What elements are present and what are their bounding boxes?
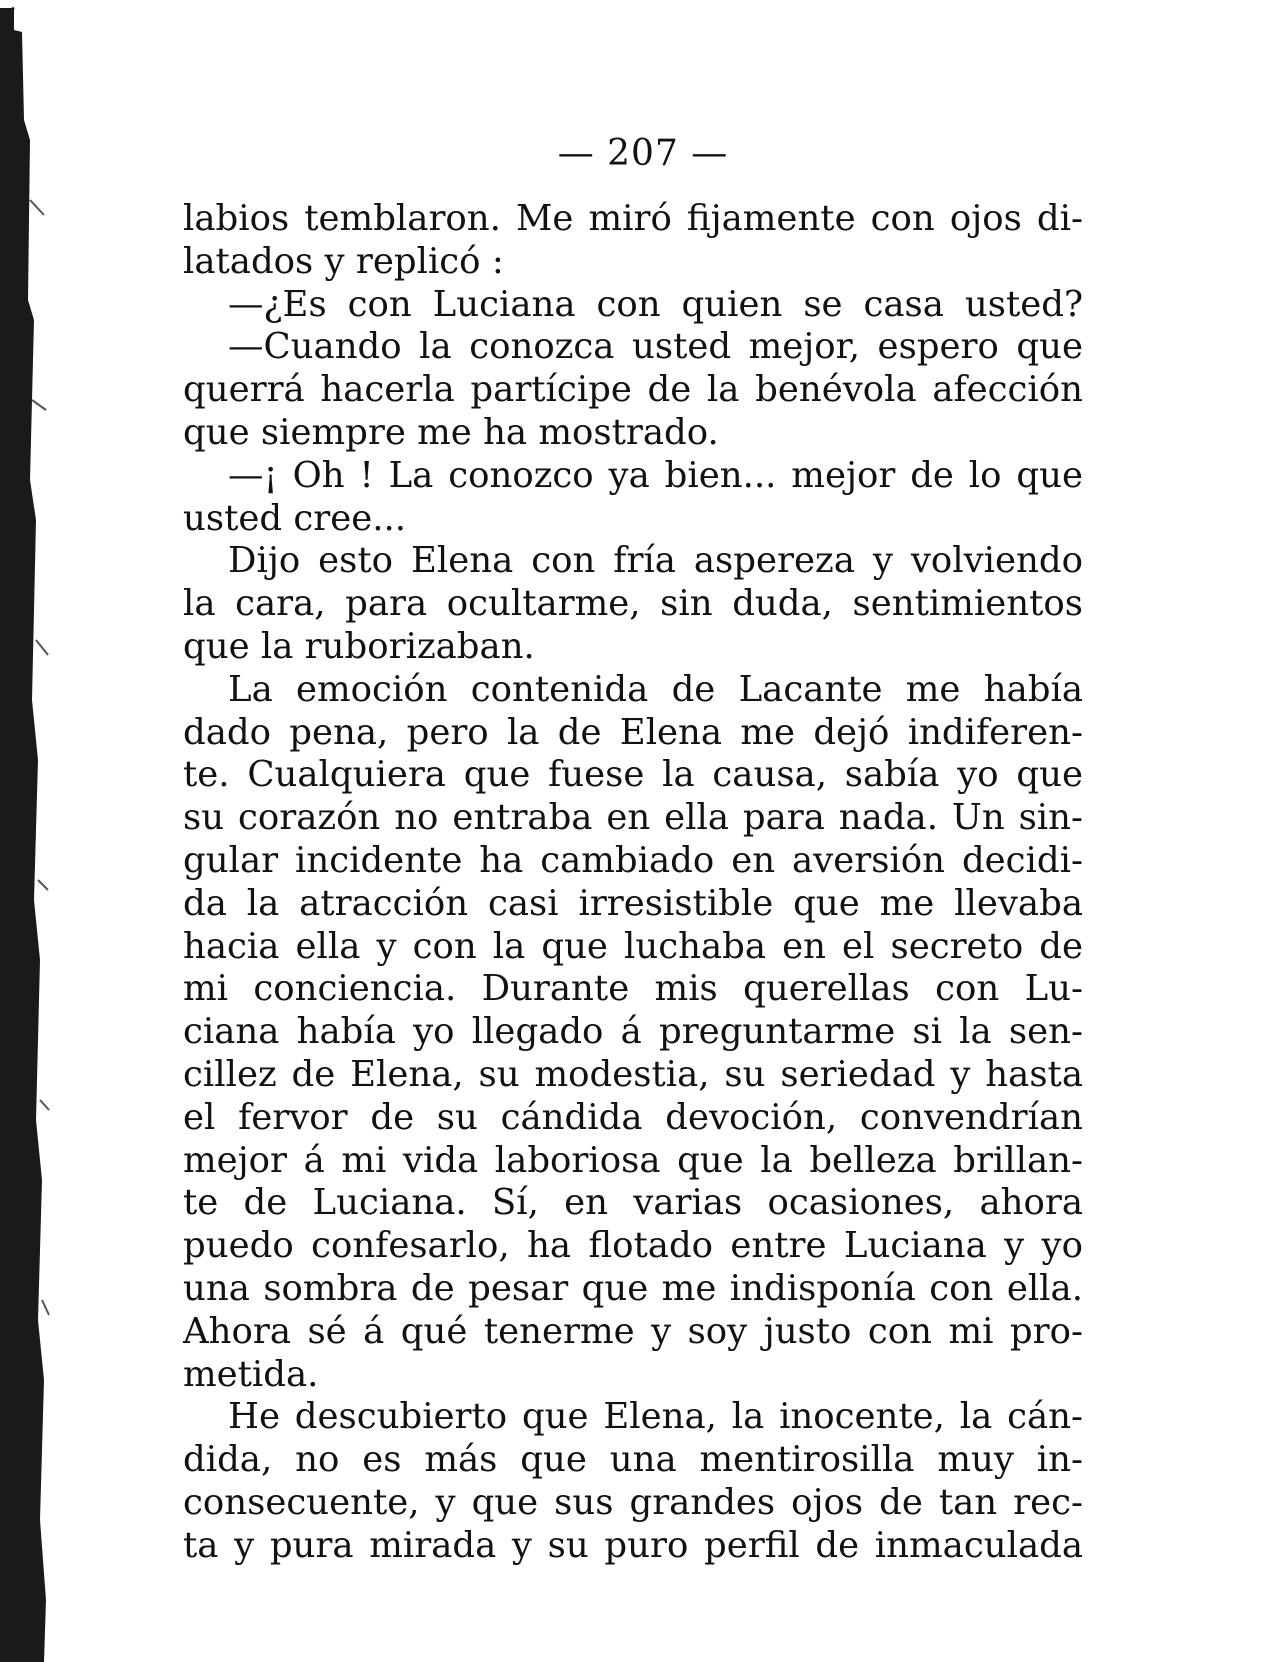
text-line: —¡ Oh ! La conozco ya bien... mejor de lo que	[228, 454, 1083, 496]
text-line: consecuente, y que sus grandes ojos de tan rec-	[183, 1481, 1083, 1523]
text-line: dado pena, pero la de Elena me dejó indiferen-	[183, 711, 1083, 753]
text-line: que siempre me ha mostrado.	[183, 411, 719, 453]
text-line: su corazón no entraba en ella para nada. Un sin-	[183, 797, 1083, 839]
text-line: —¿Es con Luciana con quien se casa usted?	[228, 283, 1083, 325]
text-line: ta y pura mirada y su puro perfil de inmaculada	[183, 1524, 1083, 1566]
text-line: ciana había yo llegado á preguntarme si la sen-	[183, 1011, 1083, 1053]
text-line: cillez de Elena, su modestia, su seriedad y hasta	[183, 1053, 1083, 1095]
text-line: el fervor de su cándida devoción, convendrían	[183, 1096, 1083, 1138]
text-line: te. Cualquiera que fuese la causa, sabía yo que	[183, 754, 1083, 796]
text-line: Ahora sé á qué tenerme y soy justo con mi pro-	[183, 1310, 1083, 1352]
text-line: una sombra de pesar que me indisponía con ella.	[183, 1267, 1083, 1309]
text-line: querrá hacerla partícipe de la benévola afección	[183, 369, 1083, 411]
text-line: —Cuando la conozca usted mejor, espero que	[228, 326, 1083, 368]
page-body-text	[183, 198, 1083, 1568]
text-line: latados y replicó :	[183, 240, 504, 282]
text-line: que la ruborizaban.	[183, 625, 535, 667]
book-binding-edge	[0, 0, 50, 1662]
page-number: — 207 —	[557, 133, 729, 174]
text-line: mejor á mi vida laboriosa que la belleza brillan-	[183, 1139, 1083, 1181]
text-line: La emoción contenida de Lacante me había	[228, 668, 1083, 710]
text-line: gular incidente ha cambiado en aversión decidi-	[183, 839, 1083, 881]
text-line: metida.	[183, 1353, 319, 1395]
text-line: da la atracción casi irresistible que me llevaba	[183, 882, 1083, 924]
text-line: la cara, para ocultarme, sin duda, sentimientos	[183, 583, 1083, 625]
text-line: mi conciencia. Durante mis querellas con Lu-	[183, 968, 1083, 1010]
text-line: usted cree...	[183, 497, 407, 539]
text-line: labios temblaron. Me miró fijamente con ojos di-	[183, 198, 1083, 239]
text-line: He descubierto que Elena, la inocente, la cán-	[228, 1396, 1083, 1438]
text-line: hacia ella y con la que luchaba en el secreto de	[183, 925, 1083, 967]
text-line: te de Luciana. Sí, en varias ocasiones, ahora	[183, 1182, 1083, 1224]
text-line: dida, no es más que una mentirosilla muy in-	[183, 1439, 1083, 1481]
text-line: Dijo esto Elena con fría aspereza y volviendo	[228, 540, 1083, 582]
text-line: puedo confesarlo, ha flotado entre Luciana y yo	[183, 1225, 1083, 1267]
